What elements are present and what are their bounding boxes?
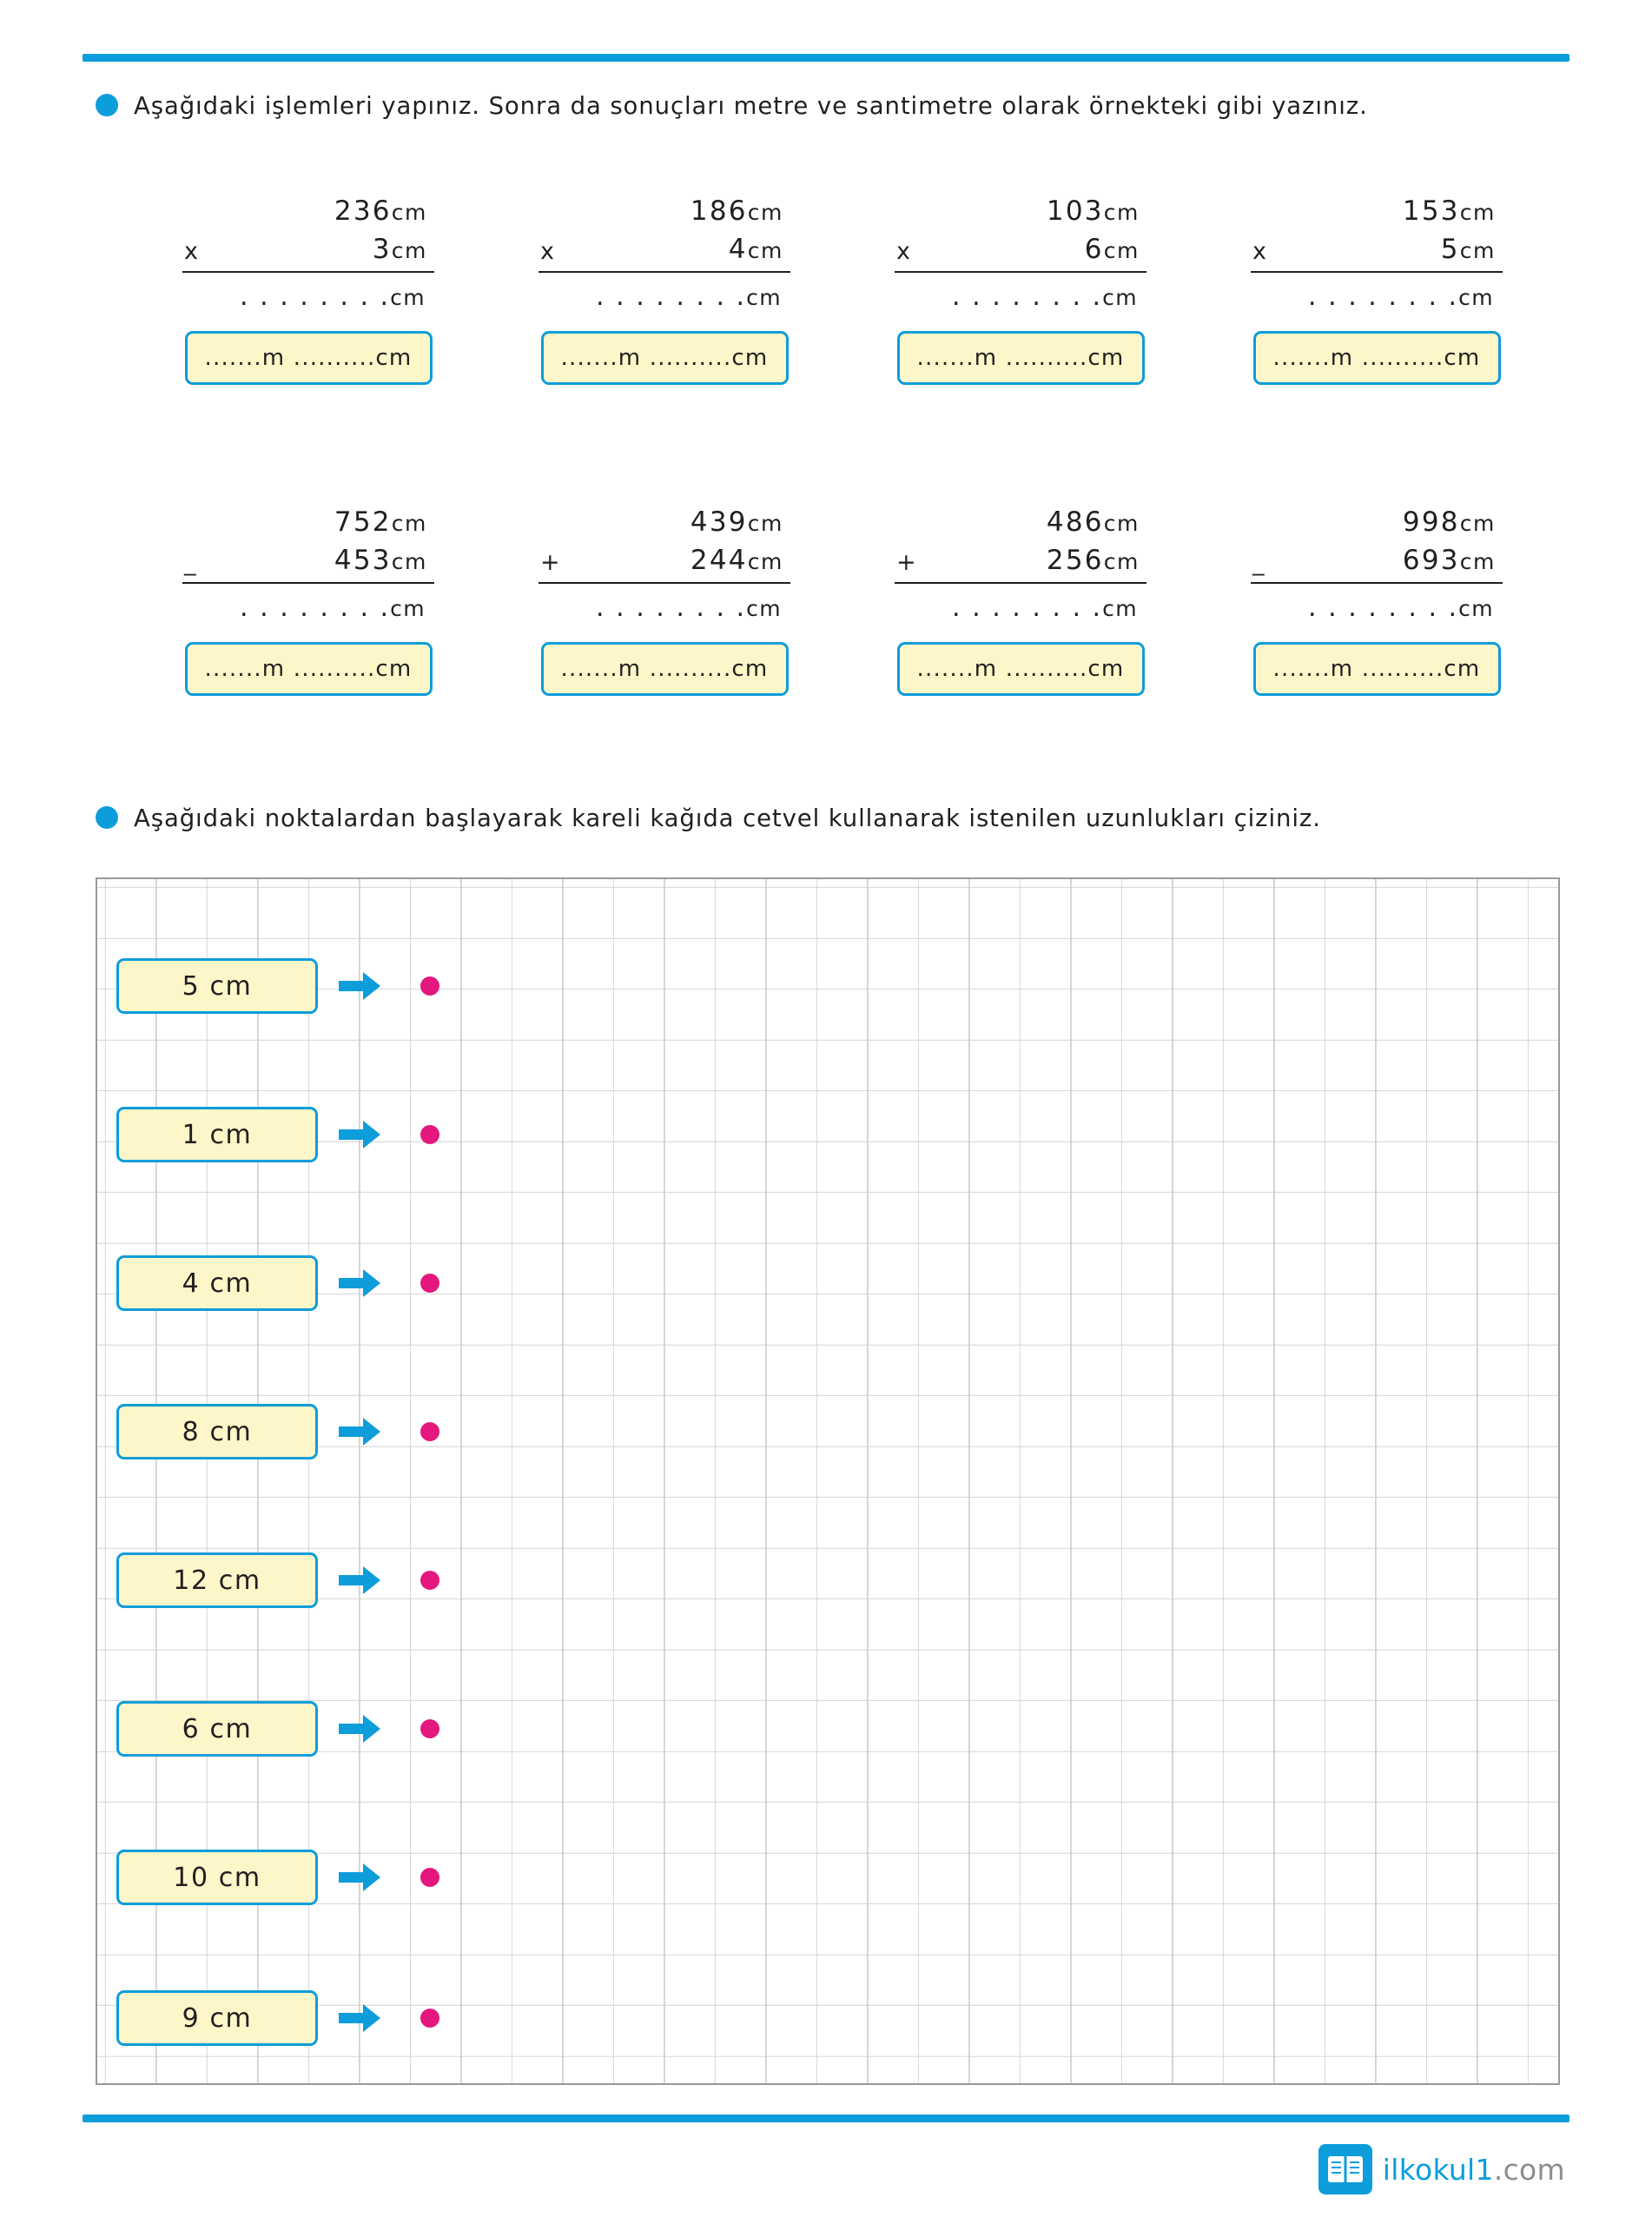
arrow-right-icon: [337, 1858, 382, 1896]
start-point-dot: [420, 1422, 439, 1441]
operand-top-unit: cm: [391, 200, 427, 225]
instruction-1: [96, 87, 1572, 126]
length-label[interactable]: 12 cm: [116, 1552, 318, 1608]
operand-bottom: [539, 542, 790, 584]
operand-bottom: [182, 542, 434, 584]
result-unit: cm: [390, 596, 426, 622]
start-point-dot: [420, 1274, 439, 1293]
draw-task-row: [116, 1552, 439, 1609]
answer-box[interactable]: .......m ..........cm: [185, 331, 433, 385]
length-label[interactable]: 4 cm: [116, 1255, 318, 1311]
operator-sign: x: [540, 237, 557, 265]
answer-box[interactable]: .......m ..........cm: [541, 642, 789, 696]
operation-item: [843, 193, 1199, 480]
operand-top-value: 236: [334, 195, 392, 227]
result-dots-text: . . . . . . . .: [596, 281, 747, 313]
operand-top-value: 439: [690, 506, 748, 538]
result-unit: cm: [1102, 596, 1138, 622]
operand-bottom-value: 244: [690, 545, 748, 577]
instruction-1-text: Aşağıdaki işlemleri yapınız. Sonra da sonuçları metre ve santimetre olarak örnekteki gibi yazınız.: [134, 92, 1368, 120]
operand-bottom: [1251, 231, 1503, 273]
result-dots[interactable]: [1251, 273, 1503, 312]
length-label[interactable]: 10 cm: [116, 1850, 318, 1905]
operand-top: [539, 504, 790, 540]
result-unit: cm: [1102, 285, 1138, 311]
operand-top: [182, 193, 434, 229]
arrow-right-icon: [337, 1710, 382, 1748]
operation-item: [130, 193, 486, 480]
start-point-dot: [420, 1571, 439, 1590]
length-label[interactable]: 1 cm: [116, 1107, 318, 1162]
operator-sign: +: [540, 548, 562, 576]
arrow-right-icon: [337, 1999, 382, 2037]
result-dots-text: . . . . . . . .: [952, 592, 1103, 624]
operand-top: [895, 193, 1146, 229]
result-unit: cm: [746, 285, 782, 311]
instruction-2: [96, 799, 1607, 838]
operator-sign: +: [896, 548, 918, 576]
draw-task-row: [116, 1849, 439, 1906]
operand-bottom-unit: cm: [391, 238, 427, 264]
operation-item: [130, 504, 486, 791]
draw-task-row: [116, 957, 439, 1015]
draw-task-row: [116, 1106, 439, 1163]
operand-top: [182, 504, 434, 540]
answer-box[interactable]: .......m ..........cm: [541, 331, 789, 385]
result-unit: cm: [390, 285, 426, 311]
draw-task-row: [116, 1700, 439, 1757]
operand-top: [539, 193, 790, 229]
answer-box[interactable]: .......m ..........cm: [1253, 642, 1501, 696]
result-unit: cm: [1458, 285, 1494, 311]
operand-bottom-unit: cm: [391, 549, 427, 575]
operand-bottom-value: 4: [728, 234, 748, 266]
operand-top-value: 103: [1046, 195, 1104, 227]
operand-top-value: 486: [1046, 506, 1104, 538]
result-dots-text: . . . . . . . .: [240, 592, 391, 624]
draw-task-row: [116, 1403, 439, 1460]
operator-sign: x: [896, 237, 913, 265]
bullet-icon: [96, 806, 118, 829]
operand-top-unit: cm: [1459, 511, 1496, 536]
answer-box[interactable]: .......m ..........cm: [897, 331, 1145, 385]
operand-bottom: [182, 231, 434, 273]
operation-item: [1199, 193, 1555, 480]
start-point-dot: [420, 1125, 439, 1144]
operand-top-unit: cm: [747, 511, 783, 536]
operand-top-value: 153: [1402, 195, 1460, 227]
result-dots[interactable]: [182, 584, 434, 623]
arrow-right-icon: [337, 967, 382, 1005]
result-unit: cm: [1458, 596, 1494, 622]
operand-top-unit: cm: [391, 511, 427, 536]
operation-item: [1199, 504, 1555, 791]
answer-box[interactable]: .......m ..........cm: [1253, 331, 1501, 385]
length-label[interactable]: 6 cm: [116, 1701, 318, 1757]
operations-row-1: [130, 193, 1555, 480]
top-rule: [83, 54, 1569, 62]
result-dots[interactable]: [539, 584, 790, 623]
length-label[interactable]: 5 cm: [116, 958, 318, 1014]
result-dots-text: . . . . . . . .: [1308, 281, 1459, 313]
operator-sign: _: [1252, 548, 1266, 576]
answer-box[interactable]: .......m ..........cm: [897, 642, 1145, 696]
operand-bottom-value: 693: [1402, 545, 1460, 577]
operand-bottom: [1251, 542, 1503, 584]
operand-top-unit: cm: [1459, 200, 1496, 225]
grid-paper[interactable]: [96, 877, 1560, 2085]
result-dots[interactable]: [539, 273, 790, 312]
start-point-dot: [420, 1719, 439, 1738]
operand-bottom-value: 256: [1046, 545, 1104, 577]
result-dots-text: . . . . . . . .: [596, 592, 747, 624]
operand-bottom-unit: cm: [1459, 238, 1496, 264]
result-dots-text: . . . . . . . .: [952, 281, 1103, 313]
operand-bottom-value: 6: [1084, 234, 1104, 266]
result-dots-text: . . . . . . . .: [240, 281, 391, 313]
operand-bottom: [895, 542, 1146, 584]
operator-sign: x: [184, 237, 201, 265]
operand-bottom: [539, 231, 790, 273]
operand-top: [1251, 193, 1503, 229]
result-dots[interactable]: [895, 273, 1146, 312]
result-dots[interactable]: [1251, 584, 1503, 623]
operand-top: [895, 504, 1146, 540]
operand-top-unit: cm: [1103, 200, 1140, 225]
operand-bottom: [895, 231, 1146, 273]
result-unit: cm: [746, 596, 782, 622]
operand-top-value: 998: [1402, 506, 1460, 538]
operand-bottom-value: 3: [372, 234, 392, 266]
operations-row-2: [130, 504, 1555, 791]
instruction-2-text: Aşağıdaki noktalardan başlayarak kareli kağıda cetvel kullanarak istenilen uzunlukları çiziniz.: [134, 804, 1321, 832]
operation-item: [486, 504, 843, 791]
draw-task-row: [116, 1989, 439, 2047]
length-label[interactable]: 8 cm: [116, 1404, 318, 1460]
start-point-dot: [420, 2009, 439, 2028]
start-point-dot: [420, 1868, 439, 1887]
operation-item: [486, 193, 843, 480]
arrow-right-icon: [337, 1264, 382, 1302]
operand-bottom-unit: cm: [1103, 238, 1140, 264]
arrow-right-icon: [337, 1413, 382, 1451]
open-book-icon: [1326, 2153, 1365, 2186]
bullet-icon: [96, 94, 118, 116]
length-label[interactable]: 9 cm: [116, 1990, 318, 2046]
start-point-dot: [420, 976, 439, 996]
result-dots-text: . . . . . . . .: [1308, 592, 1459, 624]
operand-top: [1251, 504, 1503, 540]
operand-bottom-unit: cm: [747, 549, 783, 575]
result-dots[interactable]: [182, 273, 434, 312]
operand-bottom-unit: cm: [1459, 549, 1496, 575]
operand-bottom-value: 453: [334, 545, 392, 577]
result-dots[interactable]: [895, 584, 1146, 623]
operator-sign: x: [1252, 237, 1269, 265]
operand-top-value: 752: [334, 506, 392, 538]
bottom-rule: [83, 2115, 1569, 2122]
operation-item: [843, 504, 1199, 791]
arrow-right-icon: [337, 1115, 382, 1154]
brand-text: [1383, 2153, 1565, 2187]
answer-box[interactable]: .......m ..........cm: [185, 642, 433, 696]
operand-bottom-value: 5: [1440, 234, 1460, 266]
operand-bottom-unit: cm: [1103, 549, 1140, 575]
operand-top-value: 186: [690, 195, 748, 227]
brand-name: ilkokul1: [1382, 2152, 1494, 2187]
operand-bottom-unit: cm: [747, 238, 783, 264]
operator-sign: _: [184, 548, 198, 576]
book-icon: [1318, 2144, 1372, 2194]
footer-brand[interactable]: [1318, 2144, 1565, 2194]
operand-top-unit: cm: [1103, 511, 1140, 536]
operand-top-unit: cm: [747, 200, 783, 225]
draw-task-row: [116, 1254, 439, 1312]
brand-domain: .com: [1493, 2152, 1565, 2187]
arrow-right-icon: [337, 1561, 382, 1599]
